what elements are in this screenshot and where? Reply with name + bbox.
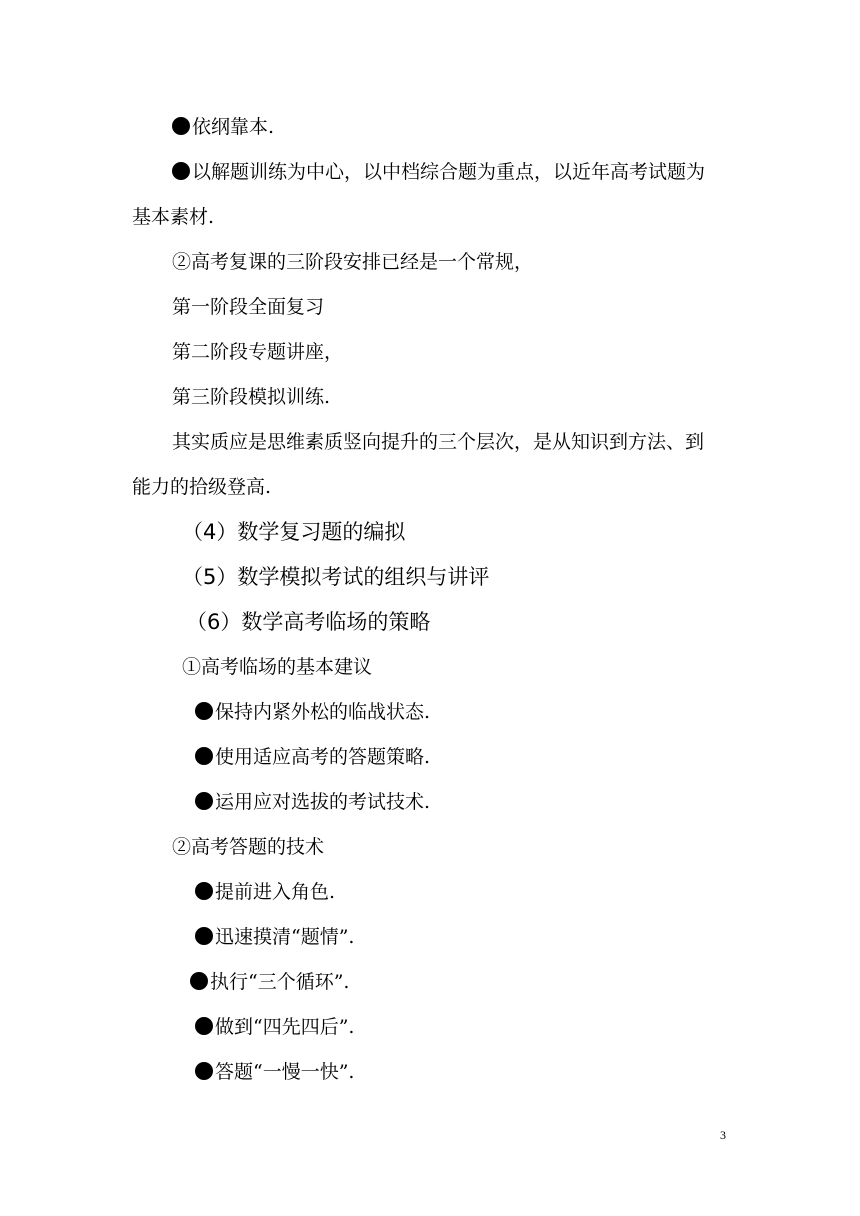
bullet-icon: [195, 882, 213, 900]
subheading-text: ②高考答题的技术: [172, 836, 325, 858]
bullet-icon: [195, 792, 213, 810]
bullet-icon: [190, 972, 208, 990]
bullet-text: 答题“一慢一快”.: [215, 1061, 355, 1083]
subheading-text: ①高考临场的基本建议: [182, 656, 373, 678]
bullet-text: 运用应对选拔的考试技术.: [215, 791, 431, 813]
heading-text: （4）数学复习题的编拟: [182, 520, 406, 544]
bullet-text: 提前进入角色.: [215, 881, 336, 903]
bullet-text: 保持内紧外松的临战状态.: [215, 701, 431, 723]
bullet-line-3: [195, 700, 430, 724]
bullet-text: 使用适应高考的答题策略.: [215, 746, 431, 768]
heading-4: [182, 519, 405, 545]
bullet-icon: [172, 162, 190, 180]
bullet-line-4: [195, 745, 430, 769]
text-line-stage-3: [172, 385, 330, 409]
heading-6: [186, 609, 430, 635]
bullet-text: 做到“四先四后”.: [215, 1016, 355, 1038]
text-line-continuation: [132, 205, 214, 229]
heading-text: （6）数学高考临场的策略: [186, 610, 431, 634]
heading-5: [182, 564, 489, 590]
bullet-line-7: [195, 925, 354, 949]
bullet-icon: [195, 702, 213, 720]
bullet-icon: [195, 1017, 213, 1035]
paragraph-text: 能力的拾级登高.: [132, 476, 272, 498]
bullet-icon: [195, 747, 213, 765]
paragraph-text: 第二阶段专题讲座，: [172, 341, 344, 363]
subheading-2: [172, 835, 324, 859]
heading-text: （5）数学模拟考试的组织与讲评: [182, 565, 490, 589]
bullet-line-9: [195, 1015, 354, 1039]
text-line-three-stages: [172, 250, 533, 274]
subheading-1: [182, 655, 372, 679]
text-line-essence-continued: [132, 475, 271, 499]
text-line-stage-1: [172, 295, 324, 319]
paragraph-text: 其实质应是思维素质竖向提升的三个层次，是从知识到方法、到: [172, 431, 705, 453]
text-line-stage-2: [172, 340, 343, 364]
page-number: 3: [720, 1128, 726, 1142]
paragraph-text: 基本素材.: [132, 206, 215, 228]
bullet-text: 迅速摸清“题情”.: [215, 926, 355, 948]
bullet-text: 执行“三个循环”.: [210, 971, 350, 993]
paragraph-text: ②高考复课的三阶段安排已经是一个常规，: [172, 251, 534, 273]
text-line-essence: [172, 430, 704, 454]
paragraph-text: 第一阶段全面复习: [172, 296, 325, 318]
bullet-line-10: [195, 1060, 354, 1084]
bullet-icon: [195, 927, 213, 945]
bullet-line-8: [190, 970, 349, 994]
bullet-line-5: [195, 790, 430, 814]
bullet-line-2: [172, 160, 705, 184]
bullet-text: 以解题训练为中心，以中档综合题为重点，以近年高考试题为: [192, 161, 706, 183]
bullet-icon: [172, 117, 190, 135]
bullet-text: 依纲靠本.: [192, 116, 275, 138]
bullet-icon: [195, 1062, 213, 1080]
paragraph-text: 第三阶段模拟训练.: [172, 386, 331, 408]
bullet-line-1: [172, 115, 274, 139]
bullet-line-6: [195, 880, 335, 904]
